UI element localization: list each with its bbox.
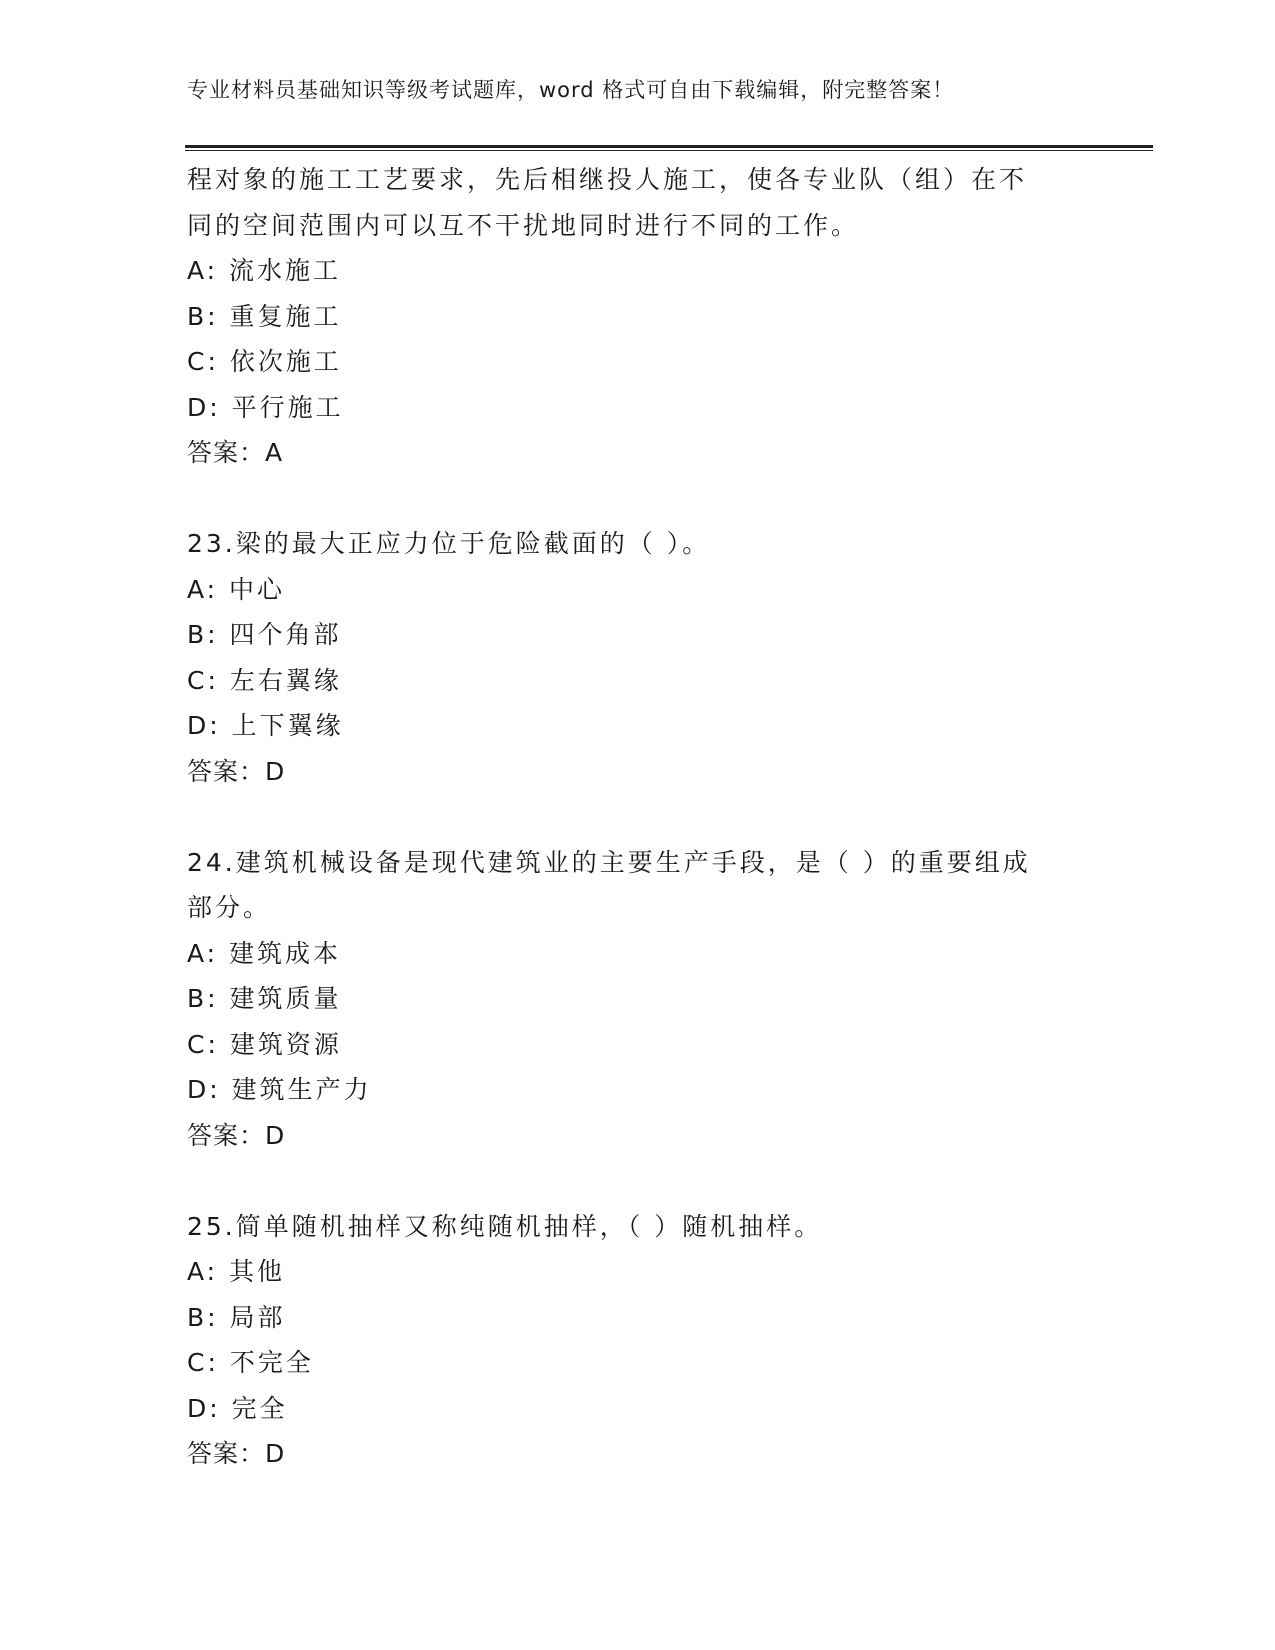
option-c: C: 左右翼缘 [187, 665, 342, 695]
option-d: D: 建筑生产力 [187, 1075, 372, 1104]
option-c: C: 依次施工 [187, 347, 342, 376]
question-spacer [187, 794, 1087, 840]
question-block [187, 840, 1087, 1159]
question-list [187, 157, 1087, 1477]
question-spacer [187, 476, 1087, 522]
option-a: A: 中心 [187, 574, 286, 604]
question-block [187, 1204, 1087, 1477]
question-text: 24.建筑机械设备是现代建筑业的主要生产手段，是（ ）的重要组成 [187, 847, 1031, 877]
question-text: 23.梁的最大正应力位于危险截面的（ ）。 [187, 529, 711, 558]
option-d: D: 完全 [187, 1393, 288, 1423]
header-rule-thick [185, 145, 1153, 148]
question-text: 部分。 [187, 893, 272, 922]
answer-line: 答案：D [187, 1120, 286, 1150]
header-rule-thin [185, 150, 1153, 151]
question-text: 程对象的施工工艺要求，先后相继投人施工，使各专业队（组）在不 [187, 165, 1028, 194]
question-spacer [187, 1158, 1087, 1204]
answer-line: 答案：D [187, 1439, 286, 1468]
option-b: B: 建筑质量 [187, 984, 342, 1013]
option-b: B: 局部 [187, 1302, 286, 1332]
question-block [187, 157, 1087, 476]
option-a: A: 流水施工 [187, 256, 342, 285]
option-d: D: 上下翼缘 [187, 711, 344, 740]
option-b: B: 重复施工 [187, 301, 342, 331]
page-header: 专业材料员基础知识等级考试题库，word 格式可自由下载编辑，附完整答案！ [187, 78, 955, 102]
answer-line: 答案：D [187, 756, 286, 786]
option-c: C: 不完全 [187, 1348, 314, 1377]
option-a: A: 其他 [187, 1257, 286, 1286]
question-block [187, 521, 1087, 794]
option-b: B: 四个角部 [187, 620, 342, 649]
option-c: C: 建筑资源 [187, 1029, 342, 1059]
question-text: 同的空间范围内可以互不干扰地同时进行不同的工作。 [187, 210, 860, 240]
question-text: 25.简单随机抽样又称纯随机抽样，（ ）随机抽样。 [187, 1211, 823, 1241]
option-a: A: 建筑成本 [187, 938, 342, 968]
answer-line: 答案：A [187, 438, 284, 467]
option-d: D: 平行施工 [187, 392, 344, 422]
